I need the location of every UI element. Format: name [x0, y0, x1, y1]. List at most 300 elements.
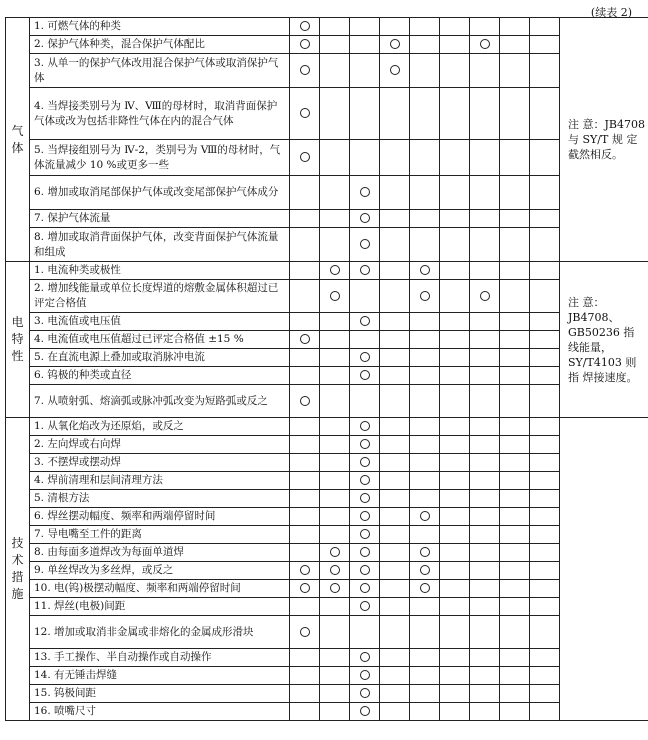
variable-text: 3. 不摆焊或摆动焊 [30, 454, 290, 472]
mark-cell [320, 18, 350, 36]
mark-cell [350, 36, 380, 54]
variable-text: 9. 单丝焊改为多丝焊，或反之 [30, 562, 290, 580]
mark-cell [320, 385, 350, 418]
mark-cell [380, 228, 410, 262]
mark-cell [380, 210, 410, 228]
mark-cell [530, 616, 560, 649]
mark-cell [350, 562, 380, 580]
mark-cell [440, 176, 470, 210]
mark-cell [410, 472, 440, 490]
variable-text: 14. 有无锤击焊缝 [30, 667, 290, 685]
mark-cell [440, 280, 470, 313]
mark-cell [440, 367, 470, 385]
mark-cell [530, 349, 560, 367]
mark-cell [440, 667, 470, 685]
mark-cell [290, 385, 320, 418]
circle-mark-icon [420, 265, 430, 275]
mark-cell [500, 454, 530, 472]
mark-cell [350, 176, 380, 210]
mark-cell [380, 436, 410, 454]
mark-cell [380, 349, 410, 367]
mark-cell [530, 140, 560, 176]
mark-cell [530, 280, 560, 313]
mark-cell [410, 18, 440, 36]
table-row [6, 580, 648, 598]
mark-cell [440, 36, 470, 54]
mark-cell [530, 562, 560, 580]
mark-cell [290, 544, 320, 562]
variable-text: 7. 导电嘴至工件的距离 [30, 526, 290, 544]
table-row [6, 210, 648, 228]
circle-mark-icon [330, 291, 340, 301]
mark-cell [380, 685, 410, 703]
mark-cell [440, 140, 470, 176]
mark-cell [530, 667, 560, 685]
mark-cell [500, 616, 530, 649]
mark-cell [350, 490, 380, 508]
mark-cell [290, 140, 320, 176]
mark-cell [320, 562, 350, 580]
mark-cell [380, 580, 410, 598]
mark-cell [410, 349, 440, 367]
mark-cell [320, 36, 350, 54]
table-row [6, 385, 648, 418]
mark-cell [350, 280, 380, 313]
circle-mark-icon [360, 265, 370, 275]
table-row [6, 331, 648, 349]
mark-cell [350, 436, 380, 454]
mark-cell [350, 54, 380, 88]
mark-cell [350, 140, 380, 176]
mark-cell [380, 472, 410, 490]
mark-cell [410, 176, 440, 210]
mark-cell [500, 349, 530, 367]
variable-text: 6. 钨极的种类或直径 [30, 367, 290, 385]
variable-text: 1. 可燃气体的种类 [30, 18, 290, 36]
variable-text: 2. 左向焊或右向焊 [30, 436, 290, 454]
mark-cell [290, 262, 320, 280]
variable-text: 13. 手工操作、半自动操作或自动操作 [30, 649, 290, 667]
table-row [6, 436, 648, 454]
mark-cell [380, 140, 410, 176]
mark-cell [440, 88, 470, 140]
mark-cell [350, 649, 380, 667]
mark-cell [440, 418, 470, 436]
mark-cell [320, 526, 350, 544]
mark-cell [380, 703, 410, 721]
mark-cell [440, 580, 470, 598]
circle-mark-icon [360, 439, 370, 449]
circle-mark-icon [360, 352, 370, 362]
mark-cell [500, 88, 530, 140]
circle-mark-icon [360, 457, 370, 467]
mark-cell [350, 385, 380, 418]
mark-cell [530, 331, 560, 349]
circle-mark-icon [390, 39, 400, 49]
mark-cell [350, 598, 380, 616]
mark-cell [320, 580, 350, 598]
mark-cell [470, 580, 500, 598]
mark-cell [290, 228, 320, 262]
mark-cell [320, 472, 350, 490]
variable-text: 16. 喷嘴尺寸 [30, 703, 290, 721]
mark-cell [320, 54, 350, 88]
mark-cell [530, 88, 560, 140]
mark-cell [380, 88, 410, 140]
table-row [6, 472, 648, 490]
mark-cell [410, 649, 440, 667]
mark-cell [500, 36, 530, 54]
variable-text: 8. 增加或取消背面保护气体，改变背面保护气体流量和组成 [30, 228, 290, 262]
mark-cell [470, 544, 500, 562]
table-row [6, 544, 648, 562]
mark-cell [410, 703, 440, 721]
mark-cell [380, 649, 410, 667]
mark-cell [470, 598, 500, 616]
mark-cell [320, 228, 350, 262]
mark-cell [290, 210, 320, 228]
mark-cell [470, 385, 500, 418]
circle-mark-icon [480, 291, 490, 301]
mark-cell [320, 436, 350, 454]
mark-cell [380, 544, 410, 562]
mark-cell [320, 490, 350, 508]
mark-cell [440, 685, 470, 703]
mark-cell [290, 508, 320, 526]
mark-cell [410, 418, 440, 436]
variable-text: 4. 当焊接类别号为 Ⅳ、Ⅷ的母材时，取消背面保护气体或改为包括非降性气体在内的混合气体 [30, 88, 290, 140]
table-row [6, 667, 648, 685]
circle-mark-icon [360, 475, 370, 485]
mark-cell [530, 490, 560, 508]
mark-cell [410, 598, 440, 616]
variable-text: 6. 增加或取消尾部保护气体或改变尾部保护气体成分 [30, 176, 290, 210]
variable-text: 3. 电流值或电压值 [30, 313, 290, 331]
mark-cell [470, 313, 500, 331]
mark-cell [410, 454, 440, 472]
mark-cell [470, 616, 500, 649]
mark-cell [470, 649, 500, 667]
mark-cell [410, 685, 440, 703]
circle-mark-icon [360, 316, 370, 326]
mark-cell [290, 685, 320, 703]
mark-cell [470, 228, 500, 262]
mark-cell [320, 667, 350, 685]
mark-cell [380, 562, 410, 580]
mark-cell [470, 210, 500, 228]
mark-cell [470, 685, 500, 703]
mark-cell [470, 349, 500, 367]
mark-cell [500, 667, 530, 685]
mark-cell [530, 385, 560, 418]
mark-cell [500, 649, 530, 667]
mark-cell [440, 385, 470, 418]
mark-cell [320, 210, 350, 228]
variable-text: 15. 钨极间距 [30, 685, 290, 703]
mark-cell [380, 508, 410, 526]
mark-cell [320, 280, 350, 313]
mark-cell [470, 436, 500, 454]
mark-cell [440, 54, 470, 88]
circle-mark-icon [300, 583, 310, 593]
mark-cell [320, 176, 350, 210]
circle-mark-icon [360, 511, 370, 521]
mark-cell [440, 598, 470, 616]
mark-cell [410, 490, 440, 508]
mark-cell [290, 18, 320, 36]
mark-cell [350, 526, 380, 544]
mark-cell [500, 210, 530, 228]
mark-cell [470, 367, 500, 385]
mark-cell [530, 367, 560, 385]
table-row [6, 685, 648, 703]
table-row [6, 36, 648, 54]
mark-cell [410, 140, 440, 176]
mark-cell [410, 667, 440, 685]
mark-cell [380, 490, 410, 508]
mark-cell [290, 649, 320, 667]
mark-cell [290, 436, 320, 454]
mark-cell [500, 598, 530, 616]
mark-cell [530, 262, 560, 280]
table-row [6, 54, 648, 88]
mark-cell [530, 176, 560, 210]
mark-cell [530, 313, 560, 331]
mark-cell [530, 54, 560, 88]
table-row [6, 562, 648, 580]
mark-cell [500, 385, 530, 418]
mark-cell [410, 210, 440, 228]
mark-cell [380, 54, 410, 88]
mark-cell [350, 418, 380, 436]
mark-cell [290, 36, 320, 54]
variable-text: 12. 增加或取消非金属或非熔化的金属成形滑块 [30, 616, 290, 649]
mark-cell [530, 36, 560, 54]
mark-cell [440, 490, 470, 508]
mark-cell [440, 18, 470, 36]
mark-cell [440, 472, 470, 490]
mark-cell [290, 454, 320, 472]
circle-mark-icon [300, 152, 310, 162]
mark-cell [290, 280, 320, 313]
table-row [6, 140, 648, 176]
mark-cell [350, 210, 380, 228]
circle-mark-icon [360, 493, 370, 503]
circle-mark-icon [360, 652, 370, 662]
mark-cell [500, 562, 530, 580]
mark-cell [320, 649, 350, 667]
circle-mark-icon [300, 108, 310, 118]
mark-cell [470, 18, 500, 36]
mark-cell [320, 703, 350, 721]
mark-cell [470, 54, 500, 88]
welding-variables-table [5, 17, 648, 721]
mark-cell [410, 228, 440, 262]
mark-cell [500, 580, 530, 598]
mark-cell [380, 331, 410, 349]
mark-cell [290, 616, 320, 649]
mark-cell [500, 54, 530, 88]
mark-cell [470, 331, 500, 349]
mark-cell [530, 418, 560, 436]
table-row [6, 508, 648, 526]
mark-cell [410, 562, 440, 580]
mark-cell [530, 472, 560, 490]
mark-cell [500, 176, 530, 210]
mark-cell [470, 140, 500, 176]
mark-cell [380, 280, 410, 313]
variable-text: 5. 清根方法 [30, 490, 290, 508]
mark-cell [530, 580, 560, 598]
mark-cell [380, 176, 410, 210]
variable-text: 5. 当焊接组别号为 Ⅳ-2，类别号为 Ⅷ的母材时，气体流量减少 10 %或更多一些 [30, 140, 290, 176]
mark-cell [500, 685, 530, 703]
mark-cell [380, 367, 410, 385]
mark-cell [470, 280, 500, 313]
mark-cell [350, 313, 380, 331]
mark-cell [500, 280, 530, 313]
mark-cell [350, 616, 380, 649]
mark-cell [470, 490, 500, 508]
mark-cell [350, 508, 380, 526]
mark-cell [410, 436, 440, 454]
mark-cell [410, 88, 440, 140]
mark-cell [500, 418, 530, 436]
mark-cell [350, 685, 380, 703]
mark-cell [380, 262, 410, 280]
variable-text: 1. 电流种类或极性 [30, 262, 290, 280]
circle-mark-icon [420, 547, 430, 557]
circle-mark-icon [390, 65, 400, 75]
group-note: 注 意：JB4708、GB50236 指 线能量，SY/T4103 则 指 焊接速度。 [560, 262, 648, 418]
mark-cell [380, 18, 410, 36]
table-row [6, 176, 648, 210]
mark-cell [350, 472, 380, 490]
mark-cell [350, 544, 380, 562]
mark-cell [530, 18, 560, 36]
mark-cell [470, 472, 500, 490]
mark-cell [440, 228, 470, 262]
circle-mark-icon [360, 583, 370, 593]
mark-cell [530, 436, 560, 454]
mark-cell [530, 649, 560, 667]
circle-mark-icon [420, 565, 430, 575]
circle-mark-icon [360, 421, 370, 431]
mark-cell [410, 580, 440, 598]
circle-mark-icon [480, 39, 490, 49]
table-row [6, 262, 648, 280]
mark-cell [290, 703, 320, 721]
mark-cell [500, 262, 530, 280]
group-note [560, 418, 648, 721]
table-row [6, 280, 648, 313]
circle-mark-icon [420, 583, 430, 593]
mark-cell [440, 262, 470, 280]
mark-cell [440, 331, 470, 349]
mark-cell [410, 262, 440, 280]
mark-cell [440, 210, 470, 228]
mark-cell [470, 562, 500, 580]
mark-cell [500, 472, 530, 490]
mark-cell [470, 262, 500, 280]
mark-cell [290, 176, 320, 210]
mark-cell [410, 331, 440, 349]
mark-cell [530, 508, 560, 526]
circle-mark-icon [360, 239, 370, 249]
mark-cell [530, 598, 560, 616]
mark-cell [320, 313, 350, 331]
table-row [6, 454, 648, 472]
mark-cell [350, 454, 380, 472]
mark-cell [500, 140, 530, 176]
group-label: 气 体 [6, 18, 30, 262]
circle-mark-icon [330, 547, 340, 557]
variable-text: 7. 从喷射弧、熔滴弧或脉冲弧改变为短路弧或反之 [30, 385, 290, 418]
mark-cell [380, 418, 410, 436]
mark-cell [290, 349, 320, 367]
mark-cell [320, 262, 350, 280]
mark-cell [320, 88, 350, 140]
circle-mark-icon [420, 511, 430, 521]
table-row [6, 526, 648, 544]
mark-cell [290, 490, 320, 508]
table-row [6, 88, 648, 140]
mark-cell [500, 436, 530, 454]
variable-text: 3. 从单一的保护气体改用混合保护气体或取消保护气体 [30, 54, 290, 88]
variable-text: 2. 增加线能量或单位长度焊道的熔敷金属体积超过已评定合格值 [30, 280, 290, 313]
mark-cell [350, 18, 380, 36]
table-row [6, 418, 648, 436]
mark-cell [410, 367, 440, 385]
mark-cell [320, 598, 350, 616]
mark-cell [500, 331, 530, 349]
mark-cell [470, 508, 500, 526]
mark-cell [500, 490, 530, 508]
mark-cell [440, 562, 470, 580]
circle-mark-icon [300, 39, 310, 49]
mark-cell [380, 667, 410, 685]
mark-cell [350, 367, 380, 385]
mark-cell [350, 667, 380, 685]
mark-cell [380, 616, 410, 649]
mark-cell [500, 367, 530, 385]
circle-mark-icon [330, 565, 340, 575]
variable-text: 1. 从氧化焰改为还原焰，或反之 [30, 418, 290, 436]
mark-cell [410, 36, 440, 54]
mark-cell [470, 667, 500, 685]
mark-cell [320, 367, 350, 385]
circle-mark-icon [300, 396, 310, 406]
mark-cell [530, 228, 560, 262]
mark-cell [440, 313, 470, 331]
mark-cell [350, 580, 380, 598]
table-row [6, 490, 648, 508]
mark-cell [380, 385, 410, 418]
mark-cell [500, 508, 530, 526]
table-row [6, 349, 648, 367]
mark-cell [320, 685, 350, 703]
mark-cell [320, 140, 350, 176]
mark-cell [350, 262, 380, 280]
mark-cell [290, 598, 320, 616]
mark-cell [380, 36, 410, 54]
variable-text: 11. 焊丝(电极)间距 [30, 598, 290, 616]
mark-cell [320, 616, 350, 649]
circle-mark-icon [360, 370, 370, 380]
mark-cell [500, 228, 530, 262]
circle-mark-icon [420, 291, 430, 301]
mark-cell [410, 385, 440, 418]
